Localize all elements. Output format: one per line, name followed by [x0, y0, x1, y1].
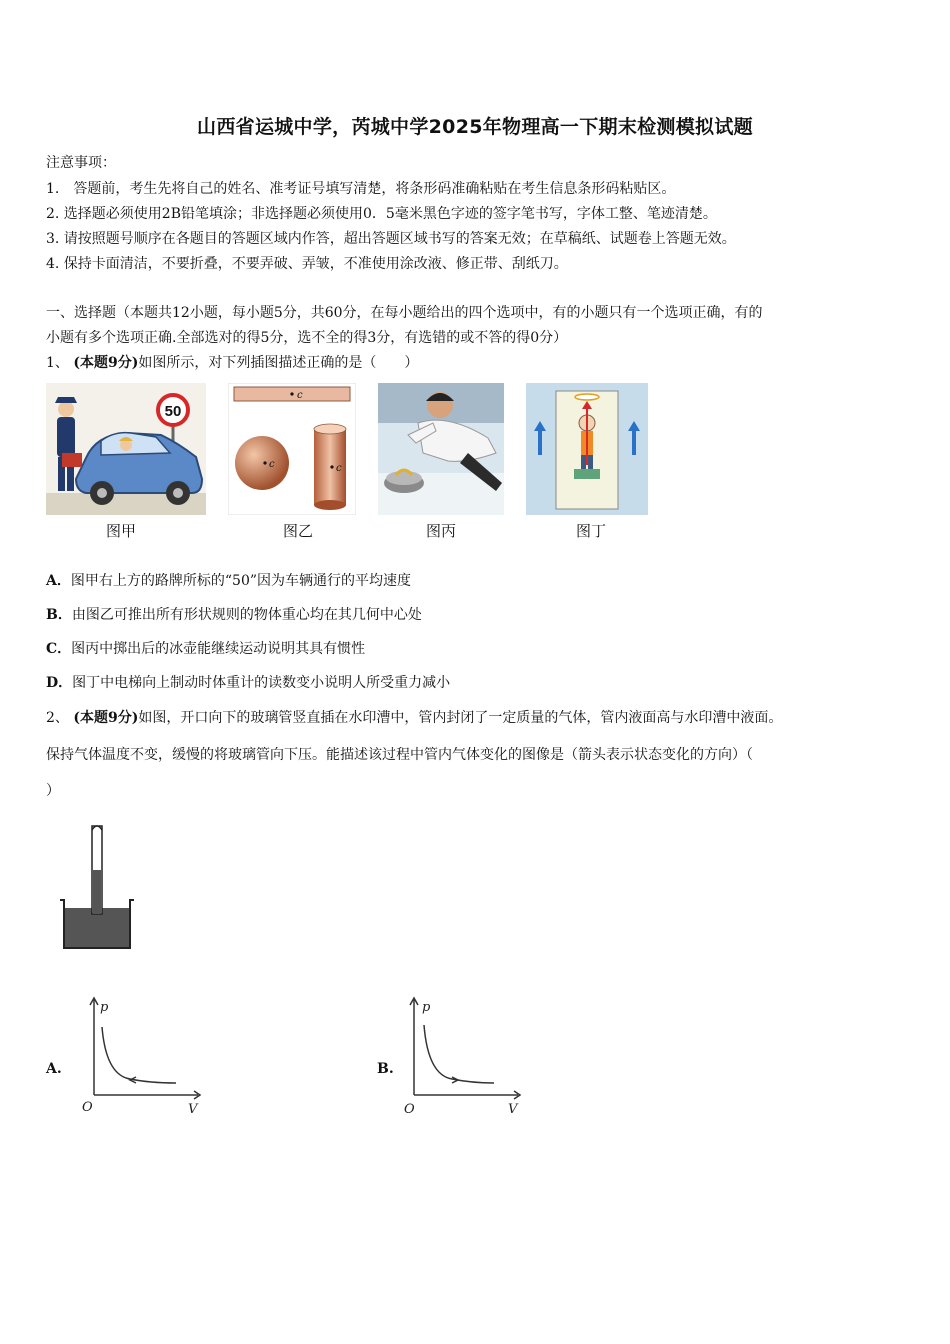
- figure-jia-image: [46, 383, 206, 515]
- option-text: 图甲右上方的路牌所标的“50”因为车辆通行的平均速度: [70, 573, 412, 589]
- axis-label-p: p: [100, 1000, 109, 1015]
- question-1-option-b[interactable]: [46, 604, 422, 624]
- question-2-stem-line-2: 保持气体温度不变，缓慢的将玻璃管向下压。能描述该过程中管内气体变化的图像是（箭头表示状态变化的方向）（: [46, 747, 753, 763]
- question-2-stem-line-1: [46, 707, 782, 727]
- option-text: 图丙中掷出后的冰壶能继续运动说明其具有惯性: [71, 641, 366, 657]
- axis-label-v: V: [508, 1102, 518, 1117]
- sphere-center-label: c: [269, 459, 275, 470]
- question-2-option-a-graph[interactable]: [80, 995, 208, 1123]
- option-text: 由图乙可推出所有形状规则的物体重心均在其几何中心处: [71, 607, 422, 623]
- question-1-score: (本题9分): [73, 355, 139, 371]
- question-2-text: 如图，开口向下的玻璃管竖直插在水印漕中，管内封闭了一定质量的气体，管内液面高与水印漕中液面。: [138, 710, 783, 726]
- option-text: 图丁中电梯向上制动时体重计的读数变小说明人所受重力减小: [72, 675, 451, 691]
- page-title: 山西省运城中学，芮城中学2025年物理高一下期末检测模拟试题: [197, 116, 753, 138]
- question-1-stem: [46, 352, 418, 372]
- option-label: B．: [46, 607, 72, 623]
- origin-label: O: [404, 1102, 415, 1117]
- notice-item-2: 2. 选择题必须使用2B铅笔填涂；非选择题必须使用0．5毫米黑色字迹的签字笔书写，字体工整、笔迹清楚。: [46, 206, 717, 222]
- figure-yi-image: [228, 383, 356, 515]
- figure-bing-image: [378, 383, 504, 515]
- option-label: A．: [46, 573, 71, 589]
- notice-item-3: 3. 请按照题号顺序在各题目的答题区域内作答，超出答题区域书写的答案无效；在草稿纸、试题卷上答题无效。: [46, 231, 736, 247]
- question-1-option-a[interactable]: [46, 570, 411, 590]
- figure-bing-caption: 图丙: [426, 522, 457, 540]
- question-2-option-a-label[interactable]: A.: [46, 1061, 62, 1077]
- option-label: C．: [46, 641, 72, 657]
- notice-item-1: 1. 答题前，考生先将自己的姓名、准考证号填写清楚，将条形码准确粘贴在考生信息条形码粘贴区。: [46, 181, 676, 197]
- question-2-option-b-label[interactable]: B.: [377, 1061, 394, 1077]
- figure-jia-caption: 图甲: [106, 522, 137, 540]
- axis-label-p: p: [422, 1000, 431, 1015]
- notice-heading: 注意事项：: [46, 155, 116, 171]
- question-1-text: 如图所示，对下列插图描述正确的是（ ）: [138, 355, 419, 371]
- section-intro-line-1: 一、选择题（本题共12小题，每小题5分，共60分，在每小题给出的四个选项中，有的小题只有一个选项正确，有的: [46, 305, 763, 321]
- axis-label-v: V: [188, 1102, 198, 1117]
- figure-yi-caption: 图乙: [283, 522, 314, 540]
- question-1-number: 1、: [46, 355, 69, 371]
- figure-ding-image: [526, 383, 648, 515]
- question-1-option-d[interactable]: [46, 672, 450, 692]
- section-intro-line-2: 小题有多个选项正确.全部选对的得5分，选不全的得3分，有选错的或不答的得0分）: [46, 330, 568, 346]
- figure-ding-caption: 图丁: [576, 522, 607, 540]
- question-2-option-b-graph[interactable]: [400, 995, 528, 1123]
- question-2-stem-line-3: ）: [46, 783, 60, 799]
- plate-center-label: c: [297, 390, 303, 401]
- option-label: D．: [46, 675, 73, 691]
- speed-sign-number: 50: [164, 403, 182, 420]
- question-2-number: 2、: [46, 710, 69, 726]
- cylinder-center-label: c: [336, 463, 342, 474]
- tube-trough-diagram: [56, 820, 138, 952]
- origin-label: O: [82, 1100, 93, 1115]
- notice-item-4: 4. 保持卡面清洁，不要折叠，不要弄破、弄皱，不准使用涂改液、修正带、刮纸刀。: [46, 256, 568, 272]
- question-2-score: (本题9分): [73, 710, 139, 726]
- question-1-option-c[interactable]: [46, 638, 365, 658]
